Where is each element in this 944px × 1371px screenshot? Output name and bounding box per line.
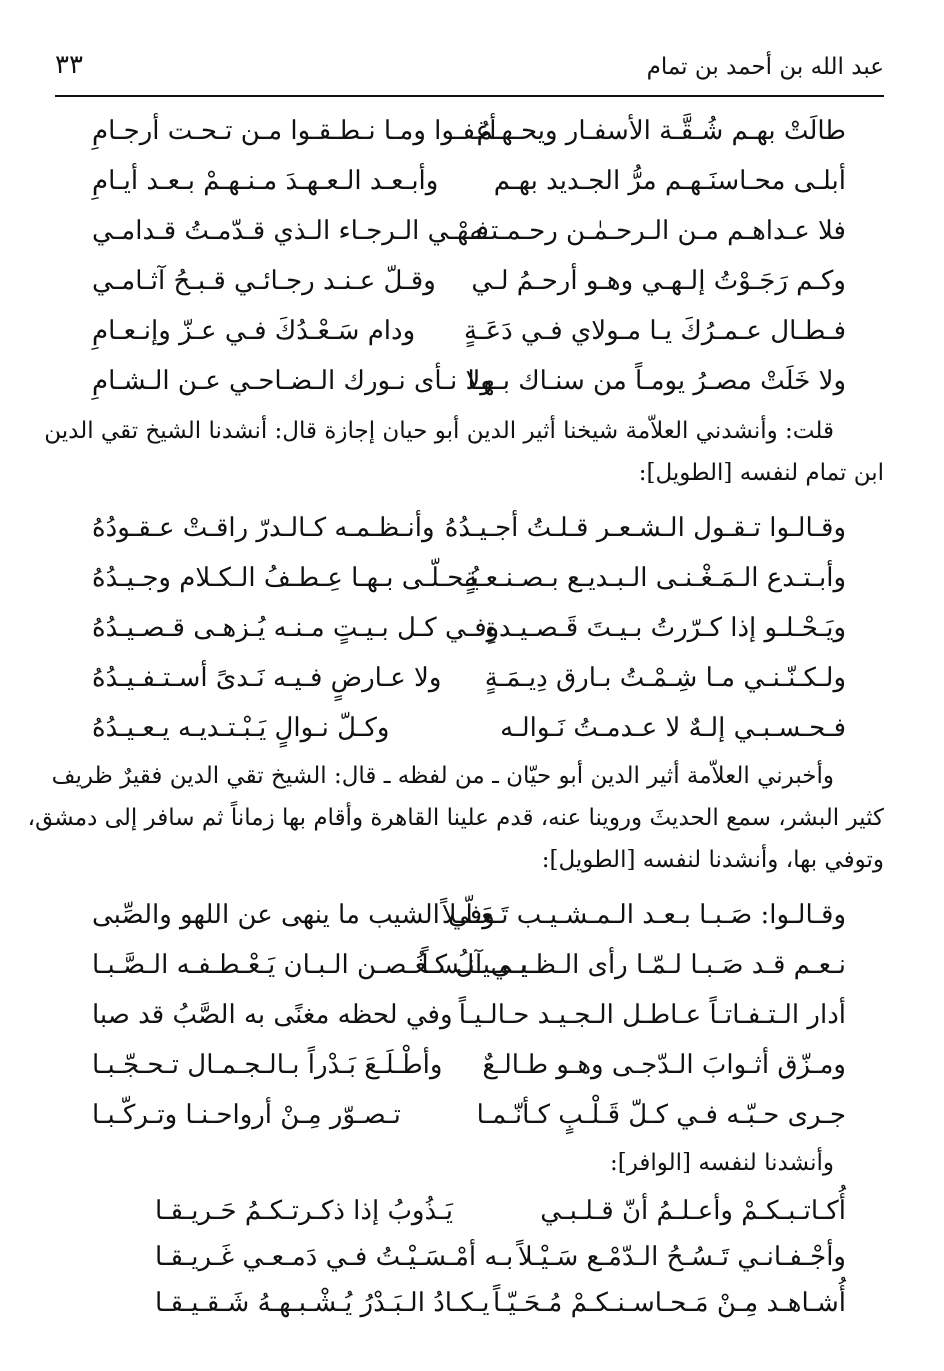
verse-line: [92, 1097, 846, 1147]
second-hemistich: وأنـظـمـه كـالـدرّ راقـتْ عـقـودُهُ: [92, 513, 435, 543]
first-hemistich: أدار الـتـفـاتـاً عـاطـل الـجـيـد حـالـيـاً: [458, 1000, 846, 1030]
second-hemistich: يـكـادُ الـبَـدْرُ يُـشْـبـهـهُ شَـقـيـقـا: [155, 1288, 490, 1318]
second-hemistich: يَـذُوبُ إذا ذكـرتـكـمُ حَـريـقـا: [155, 1196, 453, 1226]
first-hemistich: أبلـى محـاسنَـهـم مرُّ الجـديد بهـم: [493, 166, 846, 196]
verse-line: [92, 947, 846, 997]
first-hemistich: فـطـال عـمـرُكَ يـا مـولاي فـي دَعَـةٍ: [464, 316, 846, 346]
verse-line: [92, 610, 846, 660]
first-hemistich: أُشـاهـد مِـنْ مَـحـاسـنـكـمْ مُـحَـيّـاً: [493, 1288, 846, 1318]
first-hemistich: جـرى حـبّـه فـي كـلّ قَـلْـبٍ كـأنّـمـا: [476, 1100, 846, 1130]
running-title: عبد الله بن أحمد بن تمام: [646, 54, 884, 80]
first-hemistich: ولا خَلَتْ مصـرُ يومـاً من سنـاك بـهـا: [467, 366, 846, 396]
page-header: [55, 46, 884, 86]
verse-line: [92, 660, 846, 710]
prose-line: قلت: وأنشدني العلاّمة شيخنا أثير الدين أبو حيان إجازة قال: أنشدنا الشيخ تقي الدين: [44, 418, 834, 444]
first-hemistich: أُكـاتـبـكـمْ وأعـلـمُ أنّ قـلـبـي: [540, 1196, 846, 1226]
verse-line: [92, 710, 846, 760]
prose-line: ابن تمام لنفسه [الطويل]:: [638, 460, 884, 486]
second-hemistich: ولا نـأى نـورك الـضـاحـي عـن الـشـامِ: [92, 366, 493, 396]
first-hemistich: فلا عـداهـم مـن الـرحـمٰـن رحـمـتـه: [469, 216, 846, 246]
second-hemistich: أغفـوا ومـا نـطـقـوا مـن تـحـت أرجـامِ: [92, 116, 497, 146]
poem-1: [92, 113, 846, 413]
verse-line: [92, 1047, 846, 1097]
first-hemistich: ومـزّق أثـوابَ الـدّجـى وهـو طـالـعٌ: [482, 1050, 846, 1080]
first-hemistich: وكـم رَجَـوْتُ إلـهـي وهـو أرحـمُ لـي: [471, 266, 846, 296]
second-hemistich: يـمـيـلُ كـغُـصـن الـبـان يَـعْـطـفـه الـصَّـبـا: [92, 950, 529, 980]
first-hemistich: فـحـسـبـي إلـهٌ لا عـدمـتُ نَـوالـه: [500, 713, 846, 743]
paragraph-1: [44, 410, 884, 494]
second-hemistich: يُـحـلّـى بـهـا عِـطـفُ الـكـلام وجـيـدُهُ: [92, 563, 479, 593]
first-hemistich: وقـالـوا: صَـبـا بـعـد الـمـشـيـب تَـعَـلّـلاً: [441, 900, 846, 930]
second-hemistich: وأبـعـد الـعـهـدَ مـنـهـمْ بـعـد أيـامِ: [92, 166, 439, 196]
verse-line: [92, 560, 846, 610]
verse-line: [92, 263, 846, 313]
second-hemistich: بـه أمْـسَـيْـتُ فـي دَمـعـي غَـريـقـا: [155, 1242, 514, 1272]
first-hemistich: ولـكـنّـنـي مـا شِـمْـتُ بـارق دِيـمَـةٍ: [484, 663, 846, 693]
second-hemistich: وفي لحظه مغنًى به الصَّبُ قد صبا: [92, 1000, 453, 1030]
first-hemistich: وأبـتـدع الـمَـغْـنـى الـبـديـع بـصـنـعـةٍ: [464, 563, 846, 593]
poem-3: [92, 897, 846, 1147]
verse-line: [155, 1285, 846, 1331]
second-hemistich: ولا عـارضٍ فـيـه نَـدىً أسـتـفـيـدُهُ: [92, 663, 442, 693]
poem-2: [92, 510, 846, 760]
verse-line: [155, 1239, 846, 1285]
first-hemistich: طالَتْ بهـم شُـقَّـة الأسفـار ويحـهـمُ: [476, 116, 846, 146]
verse-line: [92, 113, 846, 163]
header-rule: [55, 95, 884, 97]
second-hemistich: وكـلّ نـوالٍ يَـبْـتـديـه يـعـيـدُهُ: [92, 713, 390, 743]
prose-line: كثير البشر، سمع الحديثَ وروينا عنه، قدم علينا القاهرة وأقام بها زماناً ثم سافر إلى دمشق،: [27, 805, 884, 831]
verse-line: [92, 510, 846, 560]
second-hemistich: تـصـوّر مِـنْ أرواحـنـا وتـركّـبـا: [92, 1100, 401, 1130]
verse-line: [92, 163, 846, 213]
second-hemistich: فـهْـي الـرجـاء الـذي قـدّمـتُ قـدامـي: [92, 216, 489, 246]
poem-4: [155, 1193, 846, 1331]
page-number: ٣٣: [55, 50, 83, 80]
second-hemistich: وأطْـلَـعَ بَـدْراً بـالـجـمـال تـحـجّـبـا: [92, 1050, 443, 1080]
second-hemistich: ودام سَـعْـدُكَ فـي عـزّ وإنـعـامِ: [92, 316, 416, 346]
second-hemistich: وقـلّ عـنـد رجـائـي قـبـحُ آثـامـي: [92, 266, 436, 296]
second-hemistich: وفي الشيب ما ينهى عن اللهو والصِّبى: [92, 900, 495, 930]
first-hemistich: وأجْـفـانـي تَـسُـحُ الـدّمْـع سَـيْـلاً: [517, 1242, 846, 1272]
verse-line: [92, 363, 846, 413]
verse-line: [92, 897, 846, 947]
first-hemistich: ويَـحْـلـو إذا كـرّرتُ بـيـتَ قَـصـيـدةٍ: [485, 613, 846, 643]
first-hemistich: وقـالـوا تـقـول الـشـعـر قـلـتُ أجـيـدُهُ: [444, 513, 846, 543]
poem-intro: وأنشدنا لنفسه [الوافر]:: [609, 1150, 834, 1176]
verse-line: [92, 313, 846, 363]
verse-line: [92, 213, 846, 263]
paragraph-2: [27, 755, 884, 881]
prose-line: وأخبرني العلاّمة أثير الدين أبو حيّان ـ من لفظه ـ قال: الشيخ تقي الدين فقيرٌ ظريف: [51, 763, 834, 789]
first-hemistich: نـعـم قـد صَـبـا لـمّـا رأى الـظـبـي آنـسـاً: [421, 950, 846, 980]
prose-line: وتوفي بها، وأنشدنا لنفسه [الطويل]:: [541, 847, 884, 873]
second-hemistich: وفـي كـل بـيـتٍ مـنـه يُـزهـى قـصـيـدُهُ: [92, 613, 500, 643]
verse-line: [155, 1193, 846, 1239]
verse-line: [92, 997, 846, 1047]
